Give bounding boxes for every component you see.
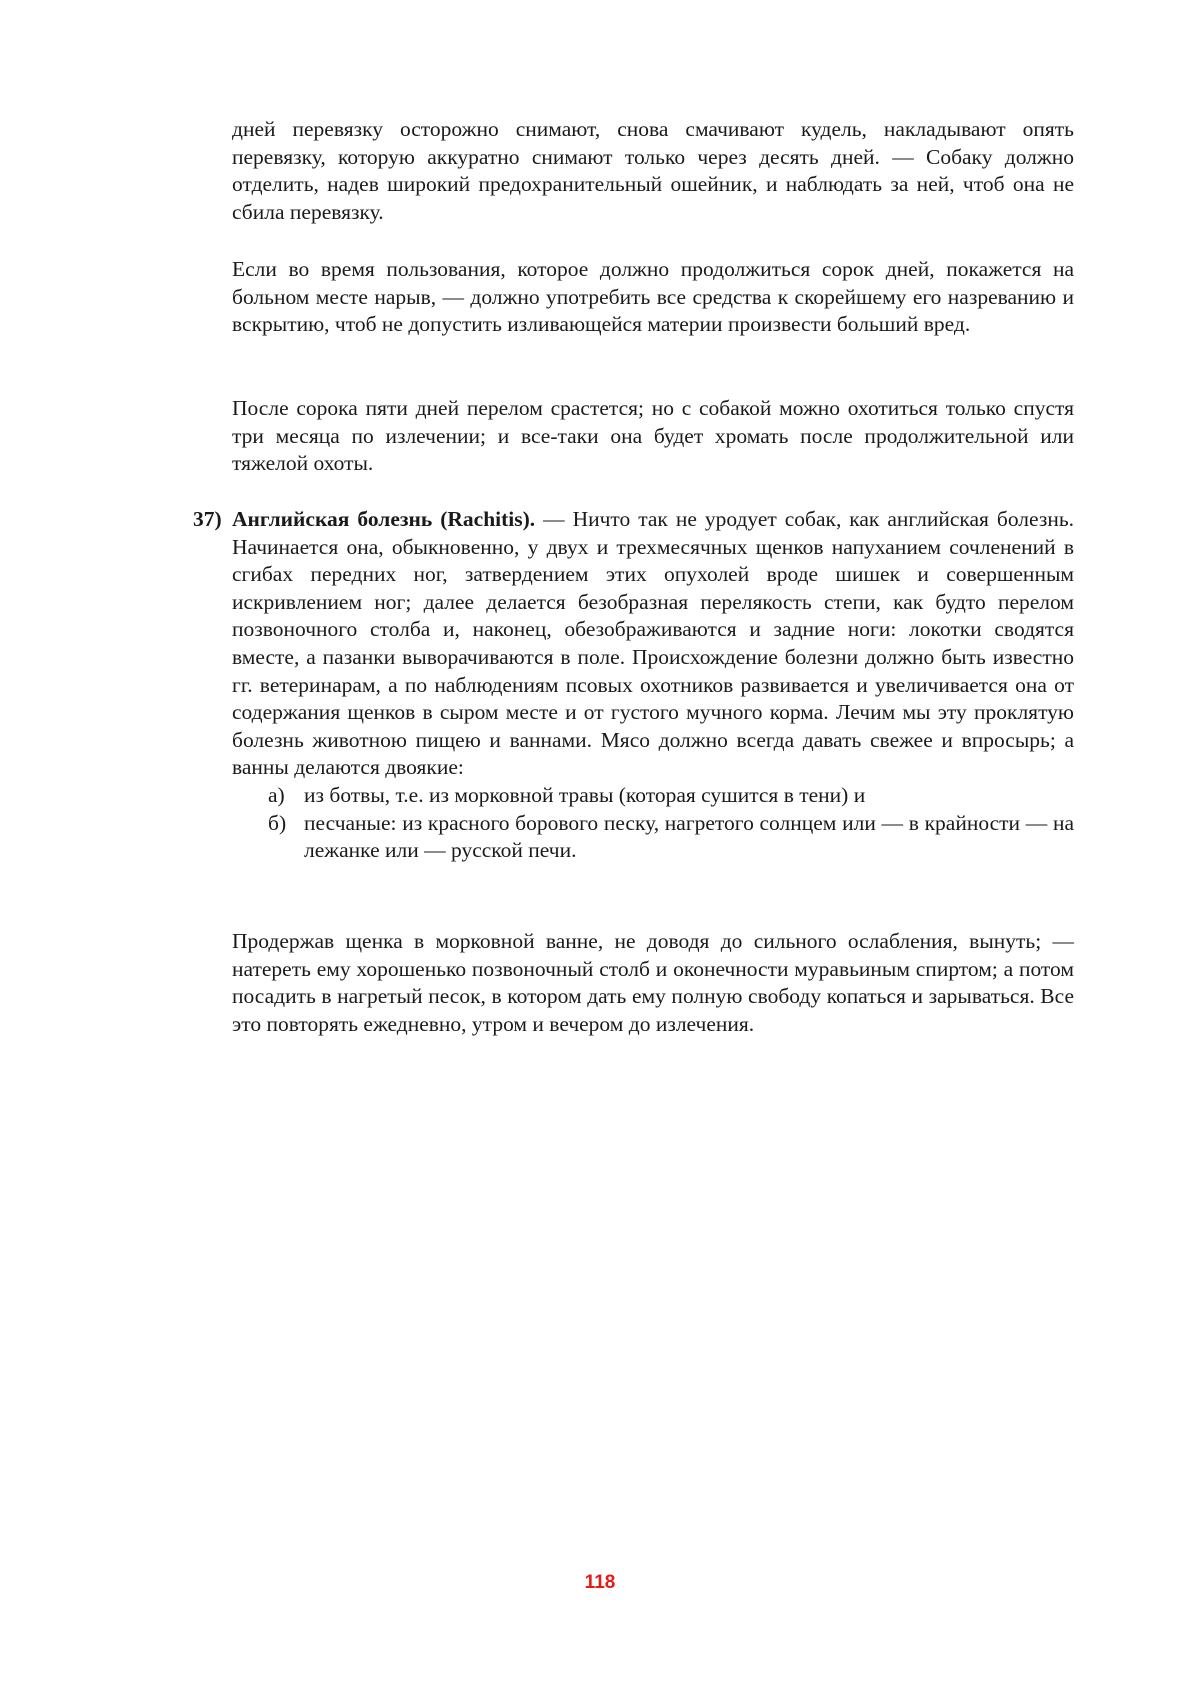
paragraph-bandage-removal: дней перевязку осторожно снимают, снова смачивают кудель, накладывают опять перевязку, которую аккуратно снимают только через десять дней. — Собаку должно отделить, надев широкий предохранительный ошейник, и наблюдать за ней, чтоб она не сбила перевязку. (232, 116, 1074, 226)
list-item (232, 810, 1074, 865)
bath-types-list (232, 782, 1074, 865)
section-rachitis (193, 506, 1074, 865)
list-item (232, 782, 1074, 810)
paragraph-healing-time: После сорока пяти дней перелом срастется; но с собакой можно охотиться только спустя три месяца по излечении; и все-таки она будет хромать после продолжительной или тяжелой охоты. (232, 395, 1074, 478)
document-page (0, 0, 1200, 1698)
section-number: 37) (193, 506, 222, 534)
paragraph-abscess: Если во время пользования, которое должно продолжиться сорок дней, покажется на больном месте нарыв, — должно употребить все средства к скорейшему его назреванию и вскрытию, чтоб не допустить изливающейся материи произвести больший вред. (232, 256, 1074, 339)
paragraph-treatment: Продержав щенка в морковной ванне, не доводя до сильного ослабления, вынуть; — натереть ему хорошенько позвоночный столб и оконечности муравьиным спиртом; а потом посадить в нагретый песок, в котором дать ему полную свободу копаться и зарываться. Все это повторять ежедневно, утром и вечером до излечения. (232, 928, 1074, 1038)
list-item-text: из ботвы, т.е. из морковной травы (которая сушится в тени) и (304, 783, 865, 807)
section-text: — Ничто так не уродует собак, как английская болезнь. Начинается она, обыкновенно, у двух и трехмесячных щенков напуханием сочленений в сгибах передних ног, затвердением этих опухолей вроде шишек и совершенным искривлением ног; далее делается безобразная перелякость степи, как будто перелом позвоночного столба и, наконец, обезображиваются и задние ноги: локотки сводятся вместе, а пазанки выворачиваются в поле. Происхождение болезни должно быть известно гг. ветеринарам, а по наблюдениям псовых охотников развивается и увеличивается она от содержания щенков в сыром месте и от густого мучного корма. Лечим мы эту проклятую болезнь животною пищею и ваннами. Мясо должно всегда давать свежее и впросырь; а ванны делаются двоякие: (232, 507, 1074, 779)
page-number: 118 (0, 1572, 1200, 1594)
list-marker: а) (268, 782, 285, 810)
section-body (232, 506, 1074, 865)
list-item-text: песчаные: из красного борового песку, нагретого солнцем или — в крайности — на лежанке или — русской печи. (304, 811, 1074, 863)
list-marker: б) (268, 810, 286, 838)
section-title: Английская болезнь (Rachitis). (232, 507, 535, 531)
